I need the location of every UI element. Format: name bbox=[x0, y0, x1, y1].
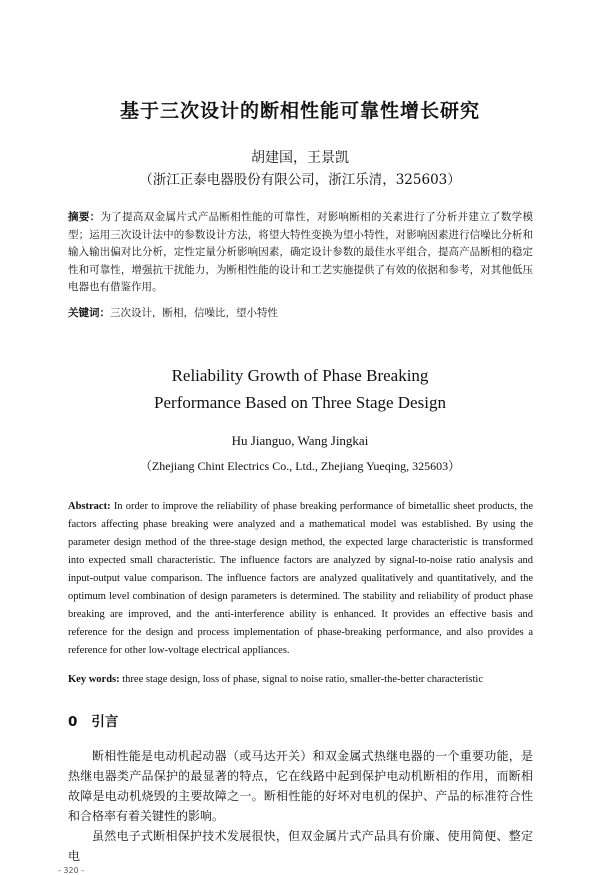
english-abstract bbox=[68, 498, 533, 660]
section-number: 0 bbox=[68, 714, 78, 730]
chinese-keywords-text: 三次设计，断相，信噪比，望小特性 bbox=[110, 307, 278, 319]
page-number: - 320 - bbox=[58, 866, 85, 875]
english-keywords bbox=[68, 671, 533, 688]
body-text bbox=[68, 746, 533, 866]
english-title bbox=[0, 362, 600, 416]
body-paragraph: 断相性能是电动机起动器（或马达开关）和双金属式热继电器的一个重要功能，是热继电器类产品保护的最显著的特点，它在线路中起到保护电动机断相的作用，而断相故障是电动机烧毁的主要故障之一。断相性能的好坏对电机的保护、产品的标准符合性和合格率有着关键性的影响。 bbox=[68, 749, 533, 823]
chinese-title: 基于三次设计的断相性能可靠性增长研究 bbox=[119, 100, 480, 122]
english-keywords-text: three stage design, loss of phase, signal to noise ratio, smaller-the-better characteristic bbox=[122, 674, 483, 685]
english-authors: Hu Jianguo, Wang Jingkai bbox=[231, 433, 369, 448]
english-affiliation: （Zhejiang Chint Electrics Co., Ltd., Zhejiang Yueqing, 325603） bbox=[139, 459, 461, 473]
english-keywords-label: Key words: bbox=[68, 674, 120, 685]
chinese-abstract-text: 为了提高双金属片式产品断相性能的可靠性，对影响断相的关素进行了分析并建立了数学模型；运用三次设计法中的参数设计方法，将望大特性变换为望小特性，对影响因素进行信噪比分析和输入输出偏对比分析，定性定量分析影响因素，确定设计参数的最佳水平组合，提高产品断相的稳定性和可靠性，增强抗干扰能力，为断相性能的设计和工艺实施提供了有效的依据和参考，对其他低压电器也有借鉴作用。 bbox=[68, 211, 534, 293]
english-title-line-1: Reliability Growth of Phase Breaking bbox=[171, 366, 429, 385]
english-title-line-2: Performance Based on Three Stage Design bbox=[154, 393, 446, 412]
english-abstract-label: Abstract: bbox=[68, 501, 111, 512]
english-abstract-text: In order to improve the reliability of phase breaking performance of bimetallic sheet products, the factors affecting phase breaking were analyzed and a mathematical model was established. By using the parameter design method of the three-stage design method, the expected large characteristic is transformed into expected small characteristic. The influence factors are analyzed by signal-to-noise ratio analysis and input-output value comparison. The influence factors are analyzed qualitatively and quantitatively, and the optimum level combination of design parameters is determined. The stability and reliability of product phase breaking are improved, and the anti-interference ability is enhanced. It provides an effective basis and reference for the design and process implementation of phase-breaking performance, and also provides a reference for other low-voltage electrical appliances. bbox=[68, 501, 534, 656]
chinese-affiliation: （浙江正泰电器股份有限公司，浙江乐清，325603） bbox=[139, 172, 461, 188]
chinese-abstract bbox=[68, 209, 533, 297]
chinese-abstract-label: 摘要： bbox=[68, 211, 101, 223]
section-title: 引言 bbox=[91, 714, 119, 730]
chinese-authors: 胡建国，王景凯 bbox=[251, 150, 349, 166]
body-paragraph: 虽然电子式断相保护技术发展很快，但双金属片式产品具有价廉、使用简便、整定电 bbox=[68, 829, 533, 863]
chinese-keywords-label: 关键词： bbox=[68, 307, 110, 319]
section-heading bbox=[68, 710, 118, 730]
chinese-keywords bbox=[68, 305, 533, 322]
